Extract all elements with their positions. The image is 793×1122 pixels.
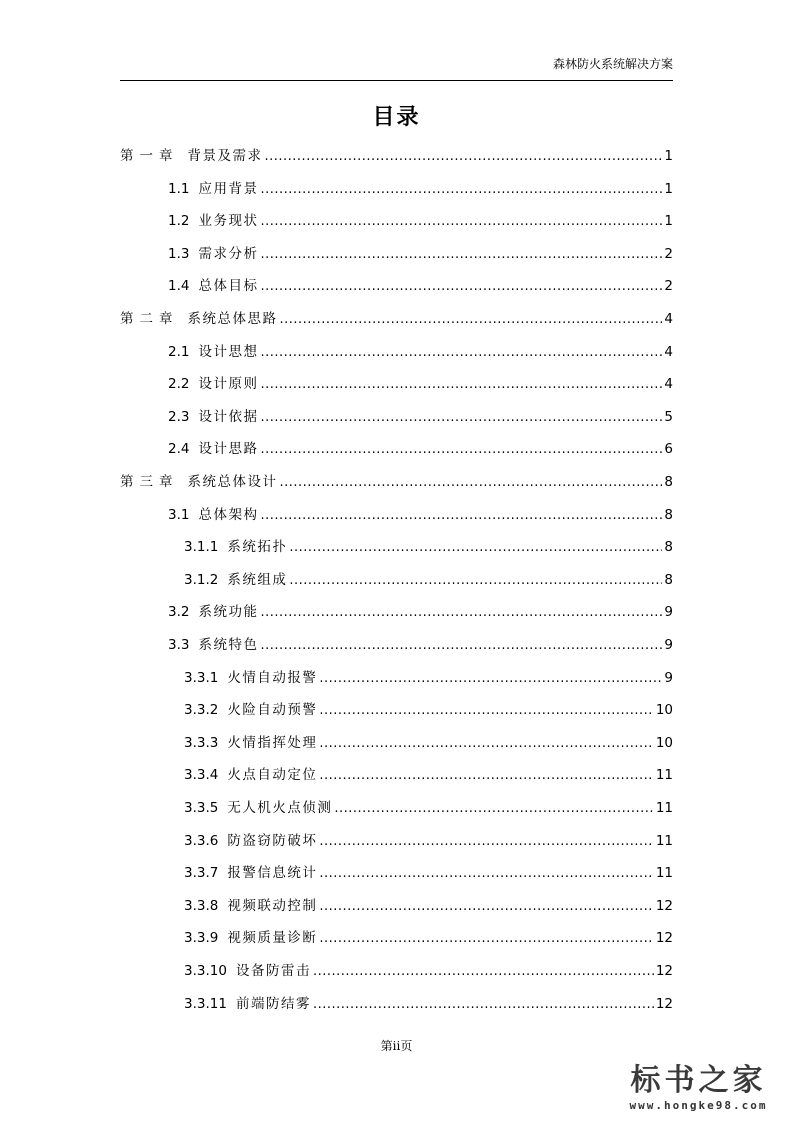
toc-entry-page: 9 bbox=[664, 637, 673, 653]
toc-entry[interactable] bbox=[168, 505, 673, 525]
toc-entry-page: 11 bbox=[655, 800, 673, 816]
toc-dot-leader bbox=[280, 310, 663, 330]
toc-entry-page: 10 bbox=[655, 734, 673, 751]
toc-entry-title: 总体目标 bbox=[198, 278, 259, 295]
toc-entry-page: 4 bbox=[664, 311, 673, 327]
toc-entry[interactable] bbox=[168, 276, 673, 296]
toc-entry-number: 3.1.1 bbox=[184, 539, 219, 556]
toc-entry-title: 系统总体思路 bbox=[187, 311, 278, 327]
toc-entry-page: 10 bbox=[655, 702, 673, 719]
toc-entry-title: 报警信息统计 bbox=[227, 865, 318, 882]
toc-dot-leader bbox=[313, 962, 654, 982]
toc-entry-title: 需求分析 bbox=[198, 245, 259, 262]
toc-entry[interactable] bbox=[168, 374, 673, 394]
toc-entry-number: 3.3.2 bbox=[184, 702, 219, 719]
toc-entry[interactable] bbox=[184, 831, 673, 851]
toc-entry-page: 11 bbox=[655, 865, 673, 882]
toc-dot-leader bbox=[260, 245, 662, 265]
toc-heading: 目录 bbox=[372, 105, 421, 130]
toc-entry-title: 业务现状 bbox=[198, 213, 259, 230]
toc-entry-number: 2.2 bbox=[168, 376, 190, 393]
toc-entry[interactable] bbox=[184, 896, 673, 916]
toc-entry-page: 1 bbox=[664, 213, 673, 230]
toc-entry-number: 2.4 bbox=[168, 441, 190, 458]
toc-entry[interactable] bbox=[184, 994, 673, 1014]
toc-entry[interactable] bbox=[184, 733, 673, 753]
toc-entry-title: 系统特色 bbox=[198, 637, 259, 653]
toc-entry-page: 1 bbox=[664, 148, 673, 164]
toc-entry[interactable] bbox=[184, 961, 673, 981]
toc-entry[interactable] bbox=[168, 179, 673, 199]
toc-entry[interactable] bbox=[168, 342, 673, 362]
toc-entry-title: 系统组成 bbox=[227, 571, 288, 588]
toc-entry-title: 前端防结雾 bbox=[235, 995, 311, 1012]
toc-dot-leader bbox=[319, 897, 653, 917]
toc-entry-page: 8 bbox=[664, 506, 673, 523]
toc-entry-title: 防盗窃防破坏 bbox=[227, 832, 318, 849]
toc-entry-number: 2.3 bbox=[168, 408, 190, 425]
toc-entry-title: 设计思想 bbox=[198, 343, 259, 360]
toc-entry-number: 3.3.6 bbox=[184, 832, 219, 849]
toc-entry-title: 应用背景 bbox=[198, 180, 259, 197]
toc-entry-number: 3.3.8 bbox=[184, 897, 219, 914]
toc-entry-number: 3.3.7 bbox=[184, 865, 219, 882]
toc-dot-leader bbox=[260, 212, 662, 232]
toc-dot-leader bbox=[319, 669, 662, 689]
toc-entry-title: 视频质量诊断 bbox=[227, 930, 318, 947]
toc-dot-leader bbox=[289, 571, 662, 591]
toc-entry-number: 1.1 bbox=[168, 180, 190, 197]
toc-dot-leader bbox=[260, 180, 662, 200]
toc-entry-page: 8 bbox=[664, 571, 673, 588]
toc-entry-page: 8 bbox=[664, 539, 673, 556]
toc-entry-page: 12 bbox=[655, 930, 673, 947]
toc-dot-leader bbox=[319, 832, 653, 852]
toc-entry[interactable] bbox=[120, 146, 673, 166]
toc-dot-leader bbox=[319, 734, 653, 754]
toc-entry-page: 8 bbox=[664, 474, 673, 490]
toc-dot-leader bbox=[265, 147, 663, 167]
toc-dot-leader bbox=[260, 408, 662, 428]
toc-entry[interactable] bbox=[120, 472, 673, 492]
toc-entry-page: 5 bbox=[664, 408, 673, 425]
toc-entry-title: 火险自动预警 bbox=[227, 702, 318, 719]
toc-entry-page: 11 bbox=[655, 767, 673, 784]
toc-entry-title: 设计依据 bbox=[198, 408, 259, 425]
header-divider bbox=[120, 80, 673, 81]
toc-entry-number: 3.3.5 bbox=[184, 800, 219, 816]
toc-entry-title: 系统功能 bbox=[198, 604, 259, 621]
toc-entry-number: 3.3.4 bbox=[184, 767, 219, 784]
toc-dot-leader bbox=[319, 766, 653, 786]
toc-entry[interactable] bbox=[184, 765, 673, 785]
toc-entry-page: 12 bbox=[655, 995, 673, 1012]
toc-entry[interactable] bbox=[168, 407, 673, 427]
toc-entry-number: 第二章 bbox=[120, 311, 179, 327]
toc-entry-page: 6 bbox=[664, 441, 673, 458]
toc-entry[interactable] bbox=[184, 928, 673, 948]
toc-dot-leader bbox=[334, 799, 653, 819]
toc-entry-page: 11 bbox=[655, 832, 673, 849]
toc-entry[interactable] bbox=[168, 244, 673, 264]
toc-entry-title: 火情自动报警 bbox=[227, 669, 318, 686]
toc-entry-title: 设备防雷击 bbox=[235, 963, 311, 979]
toc-entry-page: 2 bbox=[664, 245, 673, 262]
toc-entry-number: 3.3.10 bbox=[184, 963, 227, 979]
toc-entry-title: 视频联动控制 bbox=[227, 897, 318, 914]
toc-entry-page: 12 bbox=[655, 963, 673, 979]
toc-entry-number: 3.3 bbox=[168, 637, 190, 653]
toc-entry[interactable] bbox=[168, 635, 673, 655]
toc-entry-number: 第一章 bbox=[120, 148, 179, 164]
toc-dot-leader bbox=[319, 864, 653, 884]
toc-entry-number: 3.1.2 bbox=[184, 571, 219, 588]
toc-entry-number: 2.1 bbox=[168, 343, 190, 360]
toc-dot-leader bbox=[280, 473, 663, 493]
toc-entry[interactable] bbox=[168, 602, 673, 622]
watermark-name: 标书之家 bbox=[630, 1063, 767, 1098]
watermark-url: www.hongke98.com bbox=[629, 1099, 768, 1112]
toc-entry-page: 4 bbox=[664, 376, 673, 393]
toc-entry-title: 火点自动定位 bbox=[227, 767, 318, 784]
toc-dot-leader bbox=[313, 995, 654, 1015]
toc-dot-leader bbox=[319, 701, 653, 721]
toc-entry[interactable] bbox=[184, 798, 673, 818]
toc-dot-leader bbox=[260, 343, 662, 363]
toc-entry[interactable] bbox=[168, 211, 673, 231]
toc-entry-number: 1.4 bbox=[168, 278, 190, 295]
toc-dot-leader bbox=[289, 538, 662, 558]
toc-entry[interactable] bbox=[184, 700, 673, 720]
toc-entry-title: 总体架构 bbox=[198, 506, 259, 523]
toc-entry-title: 设计原则 bbox=[198, 376, 259, 393]
page-number: 第ii页 bbox=[380, 1039, 413, 1053]
toc-entry[interactable] bbox=[168, 439, 673, 459]
toc-entry-number: 1.2 bbox=[168, 213, 190, 230]
toc-entry-page: 9 bbox=[664, 604, 673, 621]
toc-entry-title: 设计思路 bbox=[198, 441, 259, 458]
toc-dot-leader bbox=[260, 277, 662, 297]
toc-entry-number: 3.3.3 bbox=[184, 734, 219, 751]
toc-entry-title: 火情指挥处理 bbox=[227, 734, 318, 751]
toc-entry[interactable] bbox=[184, 537, 673, 557]
toc-entry-number: 1.3 bbox=[168, 245, 190, 262]
watermark-logo bbox=[616, 1064, 781, 1114]
toc-entry-number: 3.3.11 bbox=[184, 995, 227, 1012]
toc-entry[interactable] bbox=[120, 309, 673, 329]
toc-dot-leader bbox=[260, 506, 662, 526]
toc-dot-leader bbox=[260, 636, 662, 656]
toc-entry-page: 4 bbox=[664, 343, 673, 360]
toc-entry[interactable] bbox=[184, 863, 673, 883]
toc-entry-number: 3.1 bbox=[168, 506, 190, 523]
toc-dot-leader bbox=[260, 375, 662, 395]
toc-entry-title: 背景及需求 bbox=[187, 148, 263, 164]
toc-entry-title: 无人机火点侦测 bbox=[227, 800, 333, 816]
toc-entry-number: 3.3.1 bbox=[184, 669, 219, 686]
running-header-title: 森林防火系统解决方案 bbox=[552, 57, 673, 71]
toc-entry-title: 系统总体设计 bbox=[187, 474, 278, 490]
toc-entry-page: 1 bbox=[664, 180, 673, 197]
toc-entry-page: 2 bbox=[664, 278, 673, 295]
toc-dot-leader bbox=[319, 929, 653, 949]
toc-entry-title: 系统拓扑 bbox=[227, 539, 288, 556]
toc-entry[interactable] bbox=[184, 570, 673, 590]
toc-entry-number: 3.3.9 bbox=[184, 930, 219, 947]
toc-entry-page: 12 bbox=[655, 897, 673, 914]
toc-dot-leader bbox=[260, 603, 662, 623]
toc-entry[interactable] bbox=[184, 668, 673, 688]
toc-entry-number: 3.2 bbox=[168, 604, 190, 621]
toc-entry-page: 9 bbox=[664, 669, 673, 686]
toc-entry-number: 第三章 bbox=[120, 474, 179, 490]
toc-dot-leader bbox=[260, 440, 662, 460]
